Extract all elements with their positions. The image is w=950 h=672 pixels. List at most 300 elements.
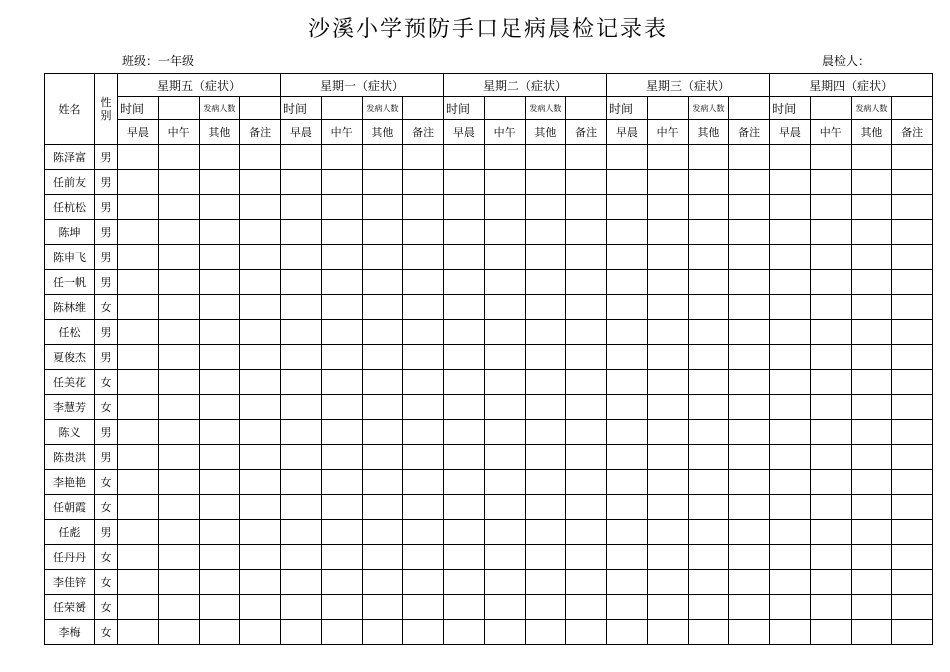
entry-cell[interactable]: [199, 545, 240, 570]
entry-cell[interactable]: [770, 495, 811, 520]
entry-cell[interactable]: [403, 295, 444, 320]
count-value-cell[interactable]: [729, 97, 770, 120]
entry-cell[interactable]: [892, 170, 933, 195]
entry-cell[interactable]: [118, 495, 159, 520]
entry-cell[interactable]: [851, 170, 892, 195]
entry-cell[interactable]: [688, 545, 729, 570]
entry-cell[interactable]: [403, 245, 444, 270]
entry-cell[interactable]: [607, 270, 648, 295]
entry-cell[interactable]: [525, 545, 566, 570]
entry-cell[interactable]: [199, 570, 240, 595]
entry-cell[interactable]: [240, 445, 281, 470]
entry-cell[interactable]: [403, 195, 444, 220]
count-value-cell[interactable]: [892, 97, 933, 120]
count-value-cell[interactable]: [403, 97, 444, 120]
entry-cell[interactable]: [321, 345, 362, 370]
entry-cell[interactable]: [240, 320, 281, 345]
entry-cell[interactable]: [647, 445, 688, 470]
entry-cell[interactable]: [362, 495, 403, 520]
entry-cell[interactable]: [688, 195, 729, 220]
entry-cell[interactable]: [444, 570, 485, 595]
entry-cell[interactable]: [525, 370, 566, 395]
entry-cell[interactable]: [321, 270, 362, 295]
entry-cell[interactable]: [525, 520, 566, 545]
entry-cell[interactable]: [444, 320, 485, 345]
entry-cell[interactable]: [199, 145, 240, 170]
entry-cell[interactable]: [607, 595, 648, 620]
entry-cell[interactable]: [403, 420, 444, 445]
entry-cell[interactable]: [403, 170, 444, 195]
entry-cell[interactable]: [810, 370, 851, 395]
entry-cell[interactable]: [892, 195, 933, 220]
entry-cell[interactable]: [525, 145, 566, 170]
entry-cell[interactable]: [484, 570, 525, 595]
entry-cell[interactable]: [158, 520, 199, 545]
entry-cell[interactable]: [484, 620, 525, 645]
entry-cell[interactable]: [525, 470, 566, 495]
entry-cell[interactable]: [403, 445, 444, 470]
entry-cell[interactable]: [403, 620, 444, 645]
entry-cell[interactable]: [484, 370, 525, 395]
entry-cell[interactable]: [810, 570, 851, 595]
entry-cell[interactable]: [199, 620, 240, 645]
entry-cell[interactable]: [118, 320, 159, 345]
entry-cell[interactable]: [362, 595, 403, 620]
entry-cell[interactable]: [851, 545, 892, 570]
entry-cell[interactable]: [321, 195, 362, 220]
entry-cell[interactable]: [484, 295, 525, 320]
entry-cell[interactable]: [321, 170, 362, 195]
entry-cell[interactable]: [158, 145, 199, 170]
entry-cell[interactable]: [484, 545, 525, 570]
entry-cell[interactable]: [321, 470, 362, 495]
entry-cell[interactable]: [607, 470, 648, 495]
entry-cell[interactable]: [892, 245, 933, 270]
entry-cell[interactable]: [647, 170, 688, 195]
entry-cell[interactable]: [240, 545, 281, 570]
entry-cell[interactable]: [770, 295, 811, 320]
entry-cell[interactable]: [158, 495, 199, 520]
entry-cell[interactable]: [362, 195, 403, 220]
entry-cell[interactable]: [281, 420, 322, 445]
entry-cell[interactable]: [688, 620, 729, 645]
entry-cell[interactable]: [444, 270, 485, 295]
entry-cell[interactable]: [240, 395, 281, 420]
entry-cell[interactable]: [892, 545, 933, 570]
entry-cell[interactable]: [118, 145, 159, 170]
entry-cell[interactable]: [892, 570, 933, 595]
entry-cell[interactable]: [810, 470, 851, 495]
entry-cell[interactable]: [240, 370, 281, 395]
entry-cell[interactable]: [607, 445, 648, 470]
entry-cell[interactable]: [118, 570, 159, 595]
entry-cell[interactable]: [810, 170, 851, 195]
entry-cell[interactable]: [484, 520, 525, 545]
entry-cell[interactable]: [281, 220, 322, 245]
entry-cell[interactable]: [688, 345, 729, 370]
entry-cell[interactable]: [484, 245, 525, 270]
entry-cell[interactable]: [892, 220, 933, 245]
entry-cell[interactable]: [444, 620, 485, 645]
entry-cell[interactable]: [158, 470, 199, 495]
entry-cell[interactable]: [484, 420, 525, 445]
entry-cell[interactable]: [321, 445, 362, 470]
entry-cell[interactable]: [199, 320, 240, 345]
entry-cell[interactable]: [118, 470, 159, 495]
entry-cell[interactable]: [118, 245, 159, 270]
entry-cell[interactable]: [158, 195, 199, 220]
entry-cell[interactable]: [158, 345, 199, 370]
entry-cell[interactable]: [240, 495, 281, 520]
entry-cell[interactable]: [810, 345, 851, 370]
entry-cell[interactable]: [688, 470, 729, 495]
entry-cell[interactable]: [525, 245, 566, 270]
entry-cell[interactable]: [729, 370, 770, 395]
entry-cell[interactable]: [729, 545, 770, 570]
entry-cell[interactable]: [118, 295, 159, 320]
entry-cell[interactable]: [281, 270, 322, 295]
entry-cell[interactable]: [607, 545, 648, 570]
entry-cell[interactable]: [484, 470, 525, 495]
entry-cell[interactable]: [240, 520, 281, 545]
entry-cell[interactable]: [607, 295, 648, 320]
entry-cell[interactable]: [118, 595, 159, 620]
entry-cell[interactable]: [484, 395, 525, 420]
entry-cell[interactable]: [158, 320, 199, 345]
entry-cell[interactable]: [362, 220, 403, 245]
entry-cell[interactable]: [484, 170, 525, 195]
entry-cell[interactable]: [525, 420, 566, 445]
entry-cell[interactable]: [688, 170, 729, 195]
entry-cell[interactable]: [281, 595, 322, 620]
entry-cell[interactable]: [770, 320, 811, 345]
entry-cell[interactable]: [281, 545, 322, 570]
entry-cell[interactable]: [688, 320, 729, 345]
entry-cell[interactable]: [607, 520, 648, 545]
entry-cell[interactable]: [444, 595, 485, 620]
entry-cell[interactable]: [851, 370, 892, 395]
entry-cell[interactable]: [647, 245, 688, 270]
entry-cell[interactable]: [240, 620, 281, 645]
entry-cell[interactable]: [484, 195, 525, 220]
entry-cell[interactable]: [362, 270, 403, 295]
entry-cell[interactable]: [810, 495, 851, 520]
entry-cell[interactable]: [770, 420, 811, 445]
entry-cell[interactable]: [688, 270, 729, 295]
entry-cell[interactable]: [770, 570, 811, 595]
entry-cell[interactable]: [892, 145, 933, 170]
entry-cell[interactable]: [525, 170, 566, 195]
count-value-cell[interactable]: [566, 97, 607, 120]
entry-cell[interactable]: [647, 220, 688, 245]
entry-cell[interactable]: [281, 320, 322, 345]
entry-cell[interactable]: [566, 570, 607, 595]
entry-cell[interactable]: [525, 270, 566, 295]
entry-cell[interactable]: [158, 245, 199, 270]
entry-cell[interactable]: [607, 420, 648, 445]
entry-cell[interactable]: [199, 170, 240, 195]
entry-cell[interactable]: [525, 570, 566, 595]
entry-cell[interactable]: [525, 445, 566, 470]
entry-cell[interactable]: [484, 145, 525, 170]
entry-cell[interactable]: [199, 520, 240, 545]
entry-cell[interactable]: [810, 295, 851, 320]
entry-cell[interactable]: [158, 170, 199, 195]
entry-cell[interactable]: [362, 295, 403, 320]
entry-cell[interactable]: [199, 495, 240, 520]
entry-cell[interactable]: [770, 395, 811, 420]
entry-cell[interactable]: [770, 370, 811, 395]
entry-cell[interactable]: [851, 320, 892, 345]
entry-cell[interactable]: [281, 370, 322, 395]
entry-cell[interactable]: [647, 370, 688, 395]
entry-cell[interactable]: [525, 220, 566, 245]
entry-cell[interactable]: [199, 295, 240, 320]
entry-cell[interactable]: [444, 395, 485, 420]
entry-cell[interactable]: [770, 345, 811, 370]
entry-cell[interactable]: [770, 270, 811, 295]
entry-cell[interactable]: [810, 595, 851, 620]
entry-cell[interactable]: [566, 345, 607, 370]
entry-cell[interactable]: [525, 595, 566, 620]
entry-cell[interactable]: [281, 145, 322, 170]
count-value-cell[interactable]: [240, 97, 281, 120]
entry-cell[interactable]: [566, 320, 607, 345]
entry-cell[interactable]: [851, 620, 892, 645]
entry-cell[interactable]: [851, 595, 892, 620]
entry-cell[interactable]: [403, 345, 444, 370]
entry-cell[interactable]: [362, 620, 403, 645]
entry-cell[interactable]: [729, 145, 770, 170]
entry-cell[interactable]: [362, 245, 403, 270]
entry-cell[interactable]: [607, 570, 648, 595]
entry-cell[interactable]: [403, 270, 444, 295]
entry-cell[interactable]: [770, 245, 811, 270]
entry-cell[interactable]: [240, 295, 281, 320]
entry-cell[interactable]: [607, 320, 648, 345]
entry-cell[interactable]: [321, 520, 362, 545]
entry-cell[interactable]: [647, 320, 688, 345]
entry-cell[interactable]: [240, 595, 281, 620]
entry-cell[interactable]: [770, 470, 811, 495]
entry-cell[interactable]: [729, 345, 770, 370]
entry-cell[interactable]: [688, 520, 729, 545]
entry-cell[interactable]: [321, 245, 362, 270]
entry-cell[interactable]: [281, 445, 322, 470]
entry-cell[interactable]: [729, 195, 770, 220]
entry-cell[interactable]: [362, 395, 403, 420]
entry-cell[interactable]: [566, 595, 607, 620]
entry-cell[interactable]: [566, 220, 607, 245]
entry-cell[interactable]: [525, 395, 566, 420]
entry-cell[interactable]: [607, 620, 648, 645]
entry-cell[interactable]: [607, 395, 648, 420]
entry-cell[interactable]: [647, 420, 688, 445]
entry-cell[interactable]: [240, 245, 281, 270]
entry-cell[interactable]: [444, 445, 485, 470]
entry-cell[interactable]: [484, 270, 525, 295]
entry-cell[interactable]: [810, 245, 851, 270]
entry-cell[interactable]: [403, 570, 444, 595]
entry-cell[interactable]: [403, 545, 444, 570]
entry-cell[interactable]: [321, 595, 362, 620]
entry-cell[interactable]: [240, 345, 281, 370]
entry-cell[interactable]: [810, 195, 851, 220]
entry-cell[interactable]: [444, 420, 485, 445]
entry-cell[interactable]: [688, 395, 729, 420]
entry-cell[interactable]: [851, 395, 892, 420]
entry-cell[interactable]: [403, 395, 444, 420]
entry-cell[interactable]: [403, 495, 444, 520]
entry-cell[interactable]: [566, 395, 607, 420]
entry-cell[interactable]: [729, 395, 770, 420]
entry-cell[interactable]: [158, 220, 199, 245]
entry-cell[interactable]: [566, 495, 607, 520]
entry-cell[interactable]: [118, 220, 159, 245]
entry-cell[interactable]: [281, 495, 322, 520]
entry-cell[interactable]: [688, 420, 729, 445]
entry-cell[interactable]: [892, 370, 933, 395]
entry-cell[interactable]: [566, 445, 607, 470]
entry-cell[interactable]: [199, 370, 240, 395]
entry-cell[interactable]: [444, 520, 485, 545]
entry-cell[interactable]: [688, 570, 729, 595]
entry-cell[interactable]: [892, 470, 933, 495]
entry-cell[interactable]: [729, 470, 770, 495]
entry-cell[interactable]: [729, 520, 770, 545]
entry-cell[interactable]: [118, 420, 159, 445]
entry-cell[interactable]: [566, 245, 607, 270]
entry-cell[interactable]: [240, 470, 281, 495]
entry-cell[interactable]: [566, 270, 607, 295]
entry-cell[interactable]: [810, 145, 851, 170]
time-value-cell[interactable]: [647, 97, 688, 120]
entry-cell[interactable]: [403, 145, 444, 170]
entry-cell[interactable]: [851, 220, 892, 245]
entry-cell[interactable]: [199, 195, 240, 220]
entry-cell[interactable]: [688, 295, 729, 320]
entry-cell[interactable]: [688, 595, 729, 620]
entry-cell[interactable]: [118, 545, 159, 570]
entry-cell[interactable]: [688, 145, 729, 170]
entry-cell[interactable]: [321, 545, 362, 570]
entry-cell[interactable]: [892, 495, 933, 520]
entry-cell[interactable]: [444, 195, 485, 220]
entry-cell[interactable]: [158, 620, 199, 645]
entry-cell[interactable]: [362, 545, 403, 570]
entry-cell[interactable]: [444, 295, 485, 320]
entry-cell[interactable]: [647, 570, 688, 595]
entry-cell[interactable]: [770, 195, 811, 220]
entry-cell[interactable]: [118, 345, 159, 370]
entry-cell[interactable]: [647, 470, 688, 495]
entry-cell[interactable]: [199, 595, 240, 620]
entry-cell[interactable]: [118, 445, 159, 470]
entry-cell[interactable]: [688, 370, 729, 395]
entry-cell[interactable]: [647, 495, 688, 520]
entry-cell[interactable]: [566, 295, 607, 320]
entry-cell[interactable]: [729, 245, 770, 270]
entry-cell[interactable]: [851, 445, 892, 470]
entry-cell[interactable]: [770, 145, 811, 170]
entry-cell[interactable]: [444, 220, 485, 245]
entry-cell[interactable]: [566, 170, 607, 195]
entry-cell[interactable]: [362, 570, 403, 595]
entry-cell[interactable]: [647, 545, 688, 570]
entry-cell[interactable]: [729, 270, 770, 295]
entry-cell[interactable]: [607, 370, 648, 395]
entry-cell[interactable]: [158, 420, 199, 445]
entry-cell[interactable]: [118, 620, 159, 645]
entry-cell[interactable]: [362, 170, 403, 195]
entry-cell[interactable]: [892, 620, 933, 645]
entry-cell[interactable]: [607, 195, 648, 220]
entry-cell[interactable]: [362, 470, 403, 495]
entry-cell[interactable]: [525, 320, 566, 345]
entry-cell[interactable]: [444, 495, 485, 520]
entry-cell[interactable]: [647, 195, 688, 220]
entry-cell[interactable]: [566, 620, 607, 645]
entry-cell[interactable]: [525, 620, 566, 645]
entry-cell[interactable]: [281, 245, 322, 270]
entry-cell[interactable]: [688, 495, 729, 520]
entry-cell[interactable]: [281, 170, 322, 195]
entry-cell[interactable]: [525, 195, 566, 220]
entry-cell[interactable]: [647, 595, 688, 620]
entry-cell[interactable]: [281, 195, 322, 220]
entry-cell[interactable]: [851, 345, 892, 370]
entry-cell[interactable]: [281, 470, 322, 495]
entry-cell[interactable]: [281, 395, 322, 420]
entry-cell[interactable]: [118, 370, 159, 395]
entry-cell[interactable]: [484, 345, 525, 370]
entry-cell[interactable]: [158, 370, 199, 395]
entry-cell[interactable]: [321, 495, 362, 520]
entry-cell[interactable]: [729, 295, 770, 320]
entry-cell[interactable]: [403, 370, 444, 395]
entry-cell[interactable]: [240, 420, 281, 445]
entry-cell[interactable]: [199, 395, 240, 420]
entry-cell[interactable]: [647, 395, 688, 420]
entry-cell[interactable]: [281, 520, 322, 545]
entry-cell[interactable]: [362, 445, 403, 470]
entry-cell[interactable]: [810, 620, 851, 645]
entry-cell[interactable]: [403, 520, 444, 545]
entry-cell[interactable]: [158, 595, 199, 620]
entry-cell[interactable]: [851, 270, 892, 295]
entry-cell[interactable]: [362, 145, 403, 170]
entry-cell[interactable]: [362, 320, 403, 345]
entry-cell[interactable]: [444, 245, 485, 270]
entry-cell[interactable]: [484, 595, 525, 620]
entry-cell[interactable]: [321, 145, 362, 170]
entry-cell[interactable]: [566, 420, 607, 445]
entry-cell[interactable]: [362, 420, 403, 445]
entry-cell[interactable]: [566, 145, 607, 170]
entry-cell[interactable]: [729, 170, 770, 195]
entry-cell[interactable]: [892, 295, 933, 320]
entry-cell[interactable]: [607, 220, 648, 245]
entry-cell[interactable]: [810, 545, 851, 570]
time-value-cell[interactable]: [158, 97, 199, 120]
entry-cell[interactable]: [851, 495, 892, 520]
entry-cell[interactable]: [770, 220, 811, 245]
entry-cell[interactable]: [240, 170, 281, 195]
entry-cell[interactable]: [729, 495, 770, 520]
entry-cell[interactable]: [810, 320, 851, 345]
entry-cell[interactable]: [688, 245, 729, 270]
entry-cell[interactable]: [647, 295, 688, 320]
